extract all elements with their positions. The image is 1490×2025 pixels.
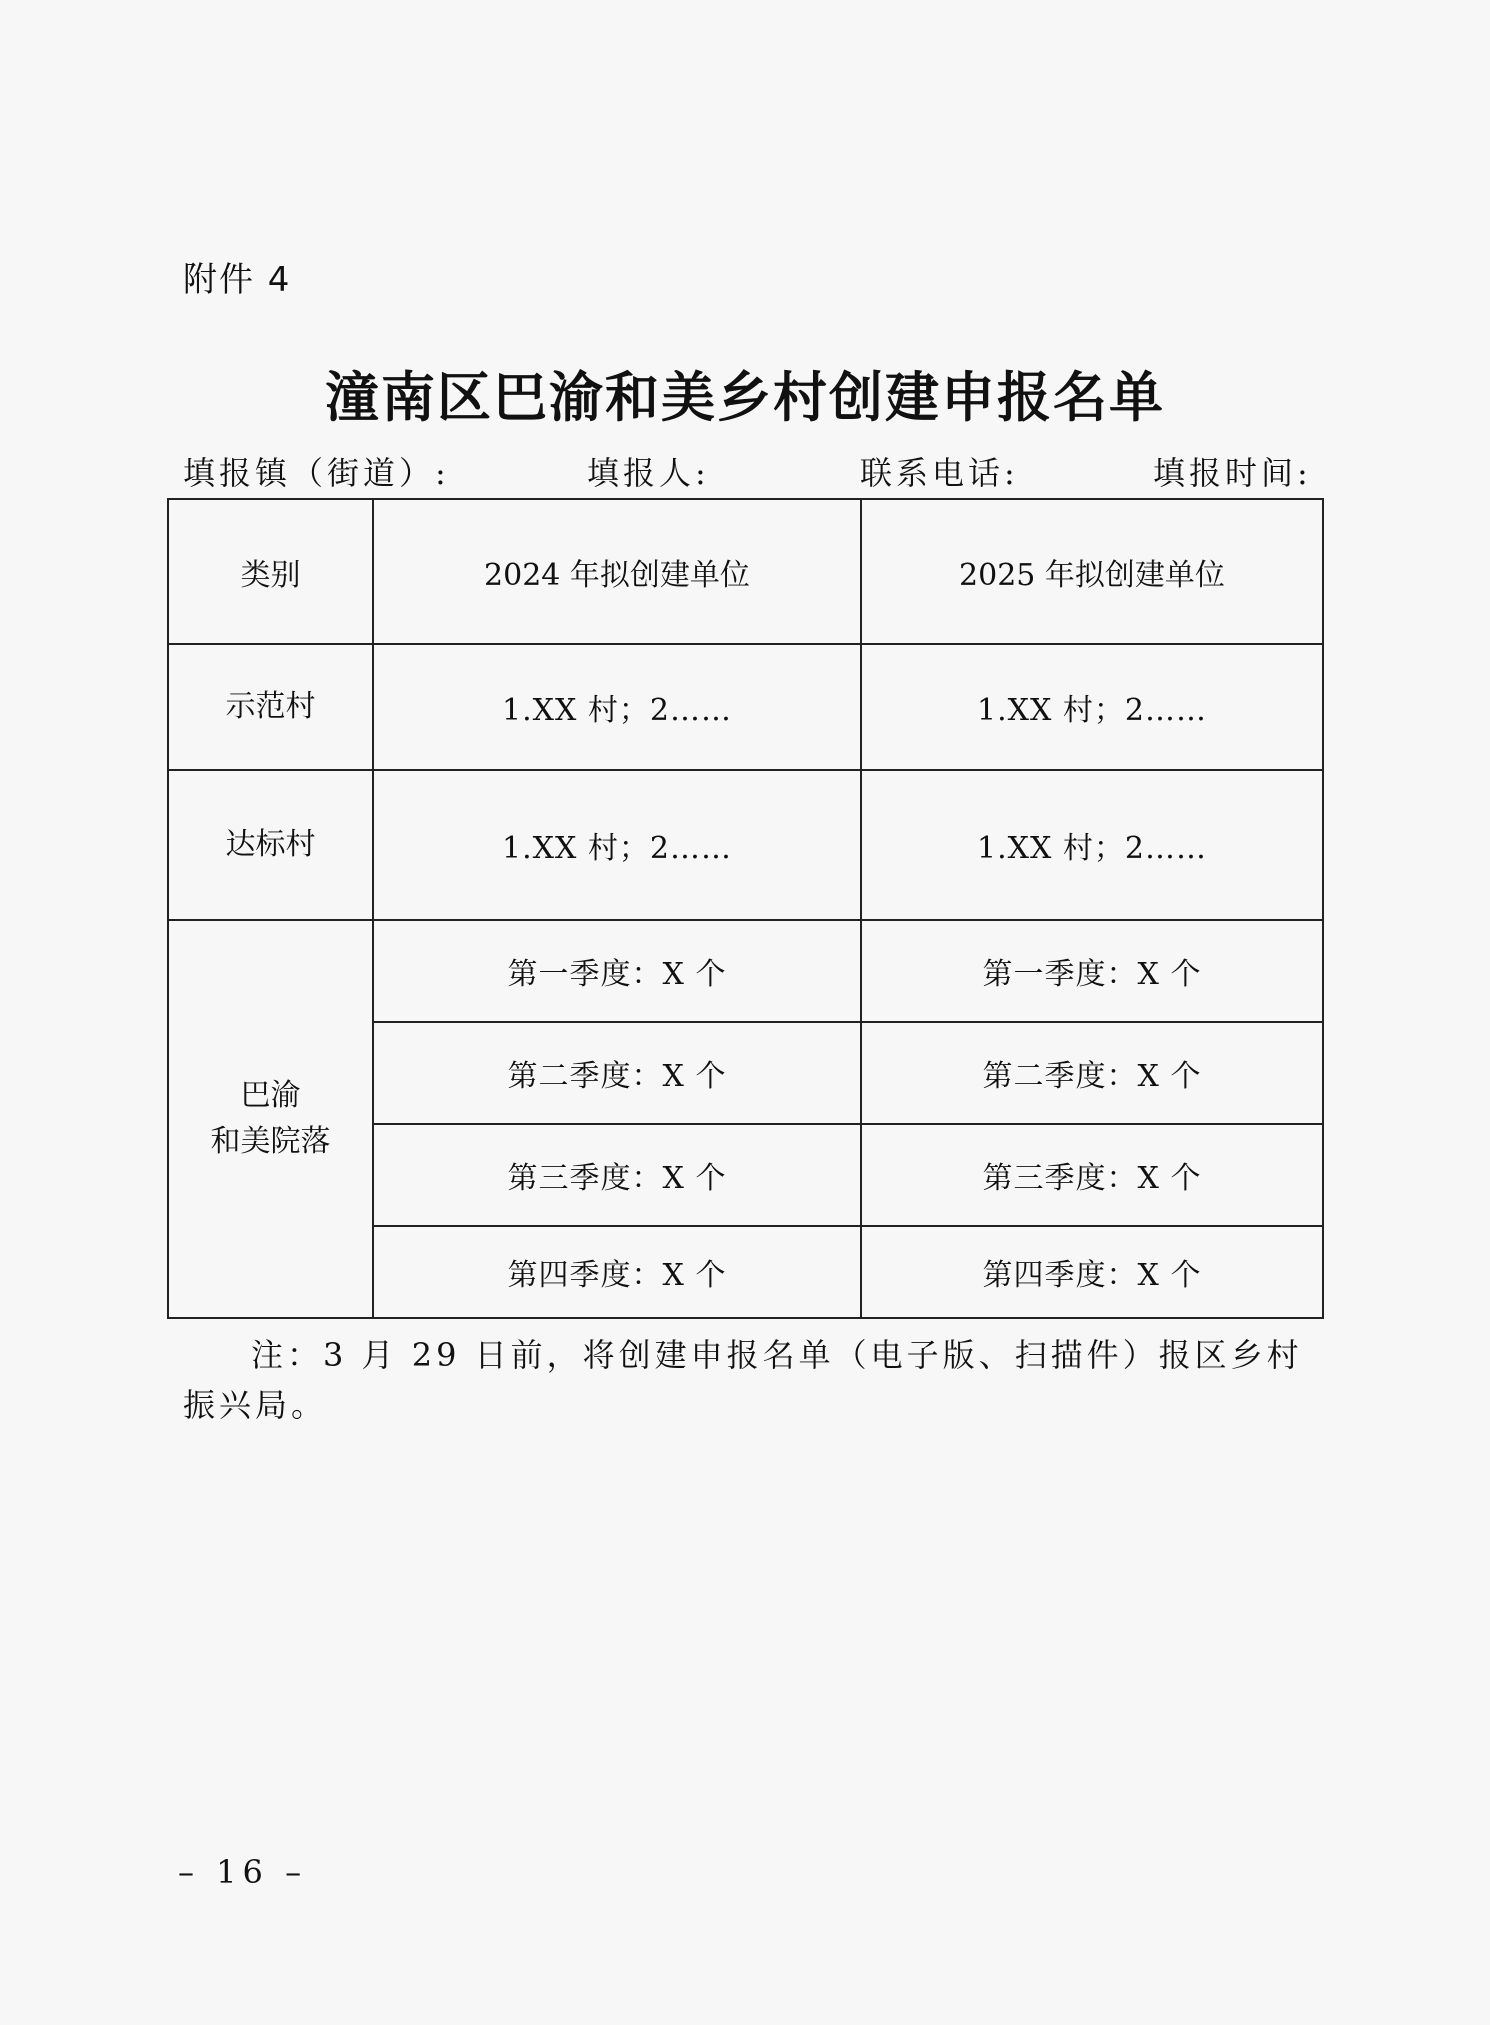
table-header-row xyxy=(168,499,1323,644)
meta-town-label: 填报镇（街道）: xyxy=(183,454,450,492)
meta-reporter-label: 填报人: xyxy=(587,454,710,492)
meta-phone-label: 联系电话: xyxy=(860,454,1019,492)
quarter-cell-2025: 第三季度：X 个 xyxy=(861,1124,1323,1226)
header-2024: 2024 年拟创建单位 xyxy=(373,499,861,644)
table-row xyxy=(168,770,1323,920)
value-cell-2024: 1.XX 村；2…… xyxy=(373,644,861,770)
category-cell: 达标村 xyxy=(168,770,373,920)
header-category: 类别 xyxy=(168,499,373,644)
category-cell-courtyard xyxy=(168,920,373,1318)
value-cell-2025: 1.XX 村；2…… xyxy=(861,770,1323,920)
table-row xyxy=(168,644,1323,770)
quarter-cell-2025: 第一季度：X 个 xyxy=(861,920,1323,1022)
quarter-cell-2024: 第四季度：X 个 xyxy=(373,1226,861,1318)
quarter-cell-2025: 第四季度：X 个 xyxy=(861,1226,1323,1318)
category-line: 巴渝 xyxy=(240,1077,301,1113)
attachment-label: 附件 4 xyxy=(183,260,292,300)
value-cell-2025: 1.XX 村；2…… xyxy=(861,644,1323,770)
meta-date-label: 填报时间: xyxy=(1153,454,1312,492)
quarter-cell-2025: 第二季度：X 个 xyxy=(861,1022,1323,1124)
category-cell: 示范村 xyxy=(168,644,373,770)
application-table xyxy=(167,498,1324,1319)
quarter-cell-2024: 第一季度：X 个 xyxy=(373,920,861,1022)
quarter-cell-2024: 第三季度：X 个 xyxy=(373,1124,861,1226)
table-row xyxy=(168,920,1323,1022)
category-line: 和美院落 xyxy=(210,1124,331,1159)
page-number: – 16 – xyxy=(178,1853,308,1891)
value-cell-2024: 1.XX 村；2…… xyxy=(373,770,861,920)
quarter-cell-2024: 第二季度：X 个 xyxy=(373,1022,861,1124)
page-title: 潼南区巴渝和美乡村创建申报名单 xyxy=(325,365,1165,429)
footnote: 注：3 月 29 日前，将创建申报名单（电子版、扫描件）报区乡村振兴局。 xyxy=(183,1336,1303,1424)
header-2025: 2025 年拟创建单位 xyxy=(861,499,1323,644)
